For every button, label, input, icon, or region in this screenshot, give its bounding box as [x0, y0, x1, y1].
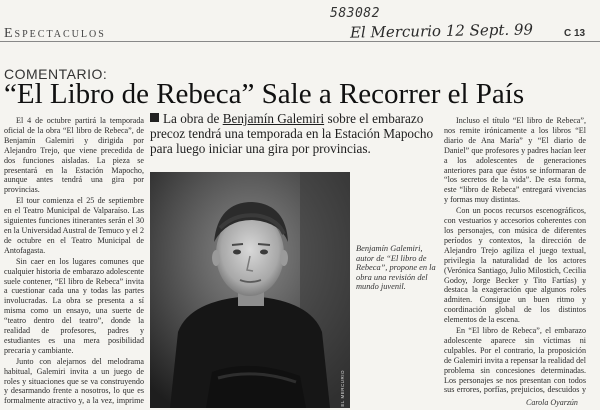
left-column: [4, 116, 144, 406]
author-signature: Carola Oyarzún: [526, 398, 578, 407]
author-photo: [150, 172, 350, 408]
square-bullet-icon: [150, 113, 159, 122]
article-lead: [150, 112, 438, 156]
right-column: [444, 116, 586, 396]
paragraph: El tour comienza el 25 de septiembre en el Teatro Municipal de Valparaíso. Las siguientes funciones itinerantes serán el 30 en la Universidad Austral de Temuco y el 2 de octubre en el Teatro Municipal de Antofagasta.: [4, 196, 144, 255]
archive-number: 583082: [330, 6, 380, 21]
paragraph: Sin caer en los lugares comunes que cualquier historia de embarazo adolescente suele contener, “El libro de Rebeca” invita a cuestionar cada una y todas las partes involucradas. La obra se presenta a sí misma como un ensayo, una suerte de “teatro dentro del teatro”, donde la realidad de profesores, padres y estudiantes es una mera posibilidad precaria y cambiante.: [4, 256, 144, 355]
lead-author-name: Benjamín Galemiri: [222, 111, 325, 126]
paragraph: En “El libro de Rebeca”, el embarazo adolescente aparece sin víctimas ni culpables. Por el contrario, la proposición de Galemiri invita a repensar la realidad del problema sin concesiones determinadas. Los personajes se nos presentan con todos sus errores, porfías, prejuicios, descuidos y: [444, 326, 586, 395]
article-kicker: COMENTARIO:: [4, 66, 108, 82]
paragraph: Junto con alejarnos del melodrama habitual, Galemiri invita a un juego de roles y situaciones que se va construyendo y desarmando frente a nosotros, lo que es formalmente atractivo y, a la vez, imprime: [4, 356, 144, 406]
paragraph: Incluso el título “El libro de Rebeca”, nos remite irónicamente a los libros “El diario de Ana María” y “El diario de Daniel” que profesores y padres hacían leer a los adolescentes de generaciones anteriores para que éstos se informaran de “los secretos de la vida”. De esta forma, este “libro de Rebeca” entregará vivencias y formas muy distintas.: [444, 116, 586, 205]
photo-caption: Benjamín Galemiri, autor de “El libro de Rebeca”, propone en la obra una revisión del mundo juvenil.: [356, 244, 436, 292]
section-name: Espectaculos: [4, 26, 106, 41]
lead-text-end: sobre el embarazo precoz tendrá una temporada en la Estación Mapocho para luego iniciar una gira por provincias.: [150, 111, 434, 156]
paragraph: Con un pocos recursos escenográficos, con vestuarios y accesorios coherentes con los personajes, con música de diferentes períodos y contextos, la dirección de Alejandro Trejo agiliza el juego textual, privilegia la naturalidad de los actores (Verónica Santiago, Julio Milostich, Cecilia Godoy, Jorge Becker y Tito Fartías) y destaca la exageración que algunos roles admiten. Consigue un buen ritmo y coordinación global de los distintos elementos de la escena.: [444, 206, 586, 325]
lead-text-start: La obra de: [163, 111, 223, 126]
photo-credit: EL MERCURIO: [340, 370, 345, 407]
handwritten-source-note: El Mercurio 12 Sept. 99: [349, 20, 534, 42]
page-number: C 13: [564, 28, 586, 39]
article-headline: “El Libro de Rebeca” Sale a Recorrer el País: [4, 78, 525, 110]
portrait-illustration: [150, 172, 350, 408]
paragraph: El 4 de octubre partirá la temporada oficial de la obra “El libro de Rebeca”, de Benjamín Galemiri y dirigida por Alejandro Trejo, que viene precedida de dos funciones aisladas. La pieza se presentará en la Estación Mapocho, aunque antes tendrá una gira por provincias.: [4, 116, 144, 195]
